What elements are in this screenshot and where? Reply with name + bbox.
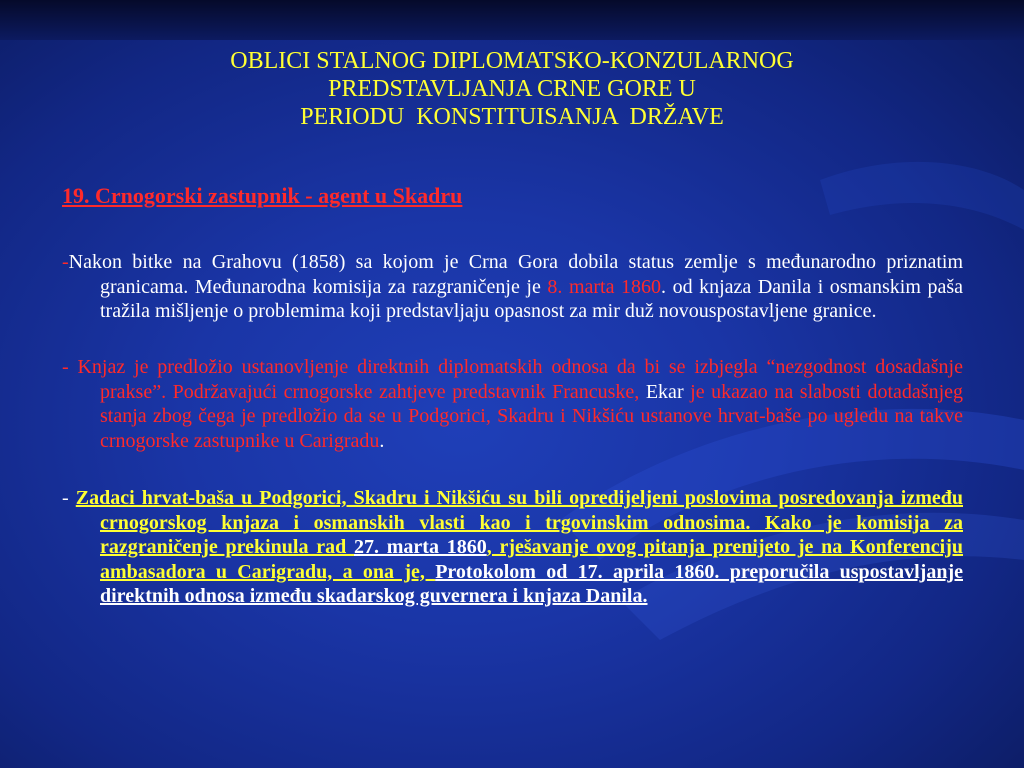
p1-text-b: . od knjaza Danila i osmanskim paša tražila mišljenje o problemima koji predstavljaju opasnost za mir duž novouspostavljene granice.: [100, 275, 964, 322]
slide-title: [60, 47, 964, 131]
bullet-dash: -: [62, 487, 76, 509]
p2-text-b: je ukazao na slabosti dotadašnjeg stanja zbog čega je predložio da se u Podgorici, Skadru i Nikšiću ustanove hrvat-baše po ugledu na takve crnogorske zastupnike u Carigradu: [100, 380, 963, 452]
p1-text-a: Nakon bitke na Grahovu (1858) sa kojom je Crna Gora dobila status zemlje s međunarodno priznatim granicama. Međunarodna komisija za razgraničenje je: [68, 251, 963, 298]
p3-text-c: Protokolom od 17. aprila 1860. preporučila uspostavljanje direktnih odnosa između skadarskog guvernera i knjaza Danila.: [100, 560, 963, 607]
p2-name-ekar: Ekar: [645, 380, 684, 403]
p2-end: .: [379, 429, 385, 452]
top-dark-band: [0, 0, 1024, 40]
paragraph-knjaz-proposal: [62, 355, 963, 453]
title-line-3: PERIODU KONSTITUISANJA DRŽAVE: [300, 104, 724, 130]
paragraph-hrvat-basa-tasks: [62, 486, 963, 609]
p2-text-a: - Knjaz je predložio ustanovljenje direktnih diplomatskih odnosa da bi se izbjegla “nezgodnost dosadašnje prakse”. Podržavajući crnogorske zahtjeve predstavnik Francuske,: [62, 356, 963, 403]
bullet-dash: -: [62, 251, 69, 273]
p3-text-a: Zadaci hrvat-baša u Podgorici, Skadru i Nikšiću su bili opredijeljeni poslovima posredovanja između crnogorskog knjaza i osmanskih vlasti kao i trgovinskim odnosima. Kako je komisija za razgraničenje prekinula rad: [75, 487, 963, 558]
title-line-2: PREDSTAVLJANJA CRNE GORE U: [328, 76, 696, 102]
p3-text-b: , rješavanje ovog pitanja prenijeto je na Konferenciju ambasadora u Carigradu, a ona je,: [100, 536, 963, 583]
p3-date: 27. marta 1860: [354, 536, 487, 558]
title-line-1: OBLICI STALNOG DIPLOMATSKO-KONZULARNOG: [230, 48, 794, 74]
paragraph-grahovo: [62, 250, 963, 324]
p1-date: 8. marta 1860: [547, 275, 662, 298]
section-heading: 19. Crnogorski zastupnik - agent u Skadru: [62, 183, 463, 208]
